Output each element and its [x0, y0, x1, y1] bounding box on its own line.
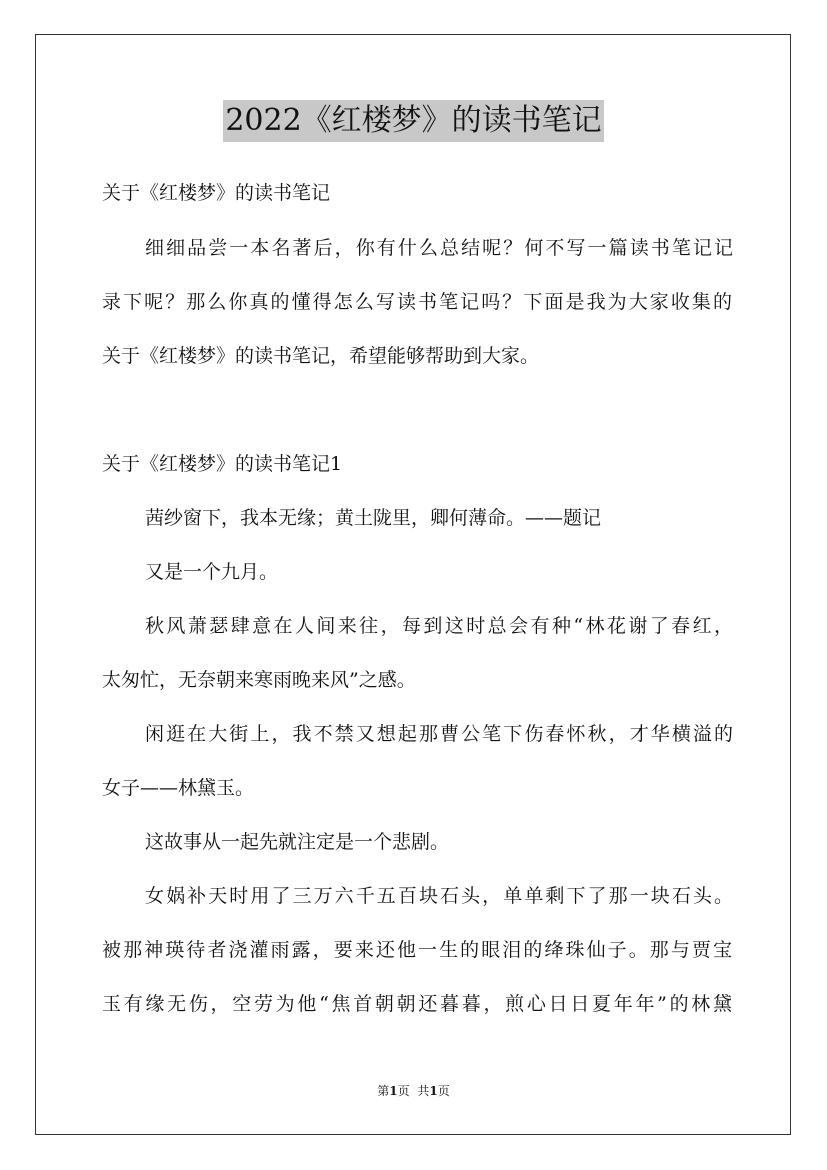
footer-page-number: 1: [389, 1084, 398, 1098]
paragraph-line: 女娲补天时用了三万六千五百块石头，单单剩下了那一块石头。: [145, 885, 733, 907]
paragraph-line: 女子——林黛玉。: [102, 777, 255, 799]
paragraph-line: 录下呢？那么你真的懂得怎么写读书笔记吗？下面是我为大家收集的: [102, 291, 732, 313]
paragraph-line: 这故事从一起先就注定是一个悲剧。: [145, 831, 450, 853]
page-footer: [0, 1083, 827, 1099]
paragraph-line: 玉有缘无伤，空劳为他“焦首朝朝还暮暮，煎心日日夏年年”的林黛: [102, 993, 732, 1015]
footer-page-suffix: 页: [397, 1084, 410, 1098]
paragraph-line: 秋风萧瑟肆意在人间来往，每到这时总会有种“林花谢了春红，: [145, 615, 733, 637]
title-container: [0, 100, 827, 142]
section-heading-1: 关于《红楼梦》的读书笔记1: [102, 453, 343, 475]
footer-page-prefix: 第: [377, 1084, 390, 1098]
footer-total-suffix: 页: [437, 1084, 450, 1098]
paragraph-line: 茜纱窗下，我本无缘；黄土陇里，卿何薄命。——题记: [145, 507, 602, 529]
footer-total-prefix: 共: [417, 1084, 430, 1098]
footer-total-number: 1: [429, 1084, 438, 1098]
paragraph-line: 又是一个九月。: [145, 561, 279, 583]
paragraph-line: 闲逛在大街上，我不禁又想起那曹公笔下伤春怀秋，才华横溢的: [145, 723, 733, 745]
paragraph-line: 被那神瑛待者浇灌雨露，要来还他一生的眼泪的绛珠仙子。那与贾宝: [102, 939, 732, 961]
section-heading-intro: 关于《红楼梦》的读书笔记: [102, 182, 331, 204]
paragraph-line: 太匆忙，无奈朝来寒雨晚来风”之感。: [102, 669, 416, 691]
document-title: 2022《红楼梦》的读书笔记: [223, 100, 603, 142]
paragraph-line: 关于《红楼梦》的读书笔记，希望能够帮助到大家。: [102, 345, 540, 367]
paragraph-line: 细细品尝一本名著后，你有什么总结呢？何不写一篇读书笔记记: [145, 237, 733, 259]
